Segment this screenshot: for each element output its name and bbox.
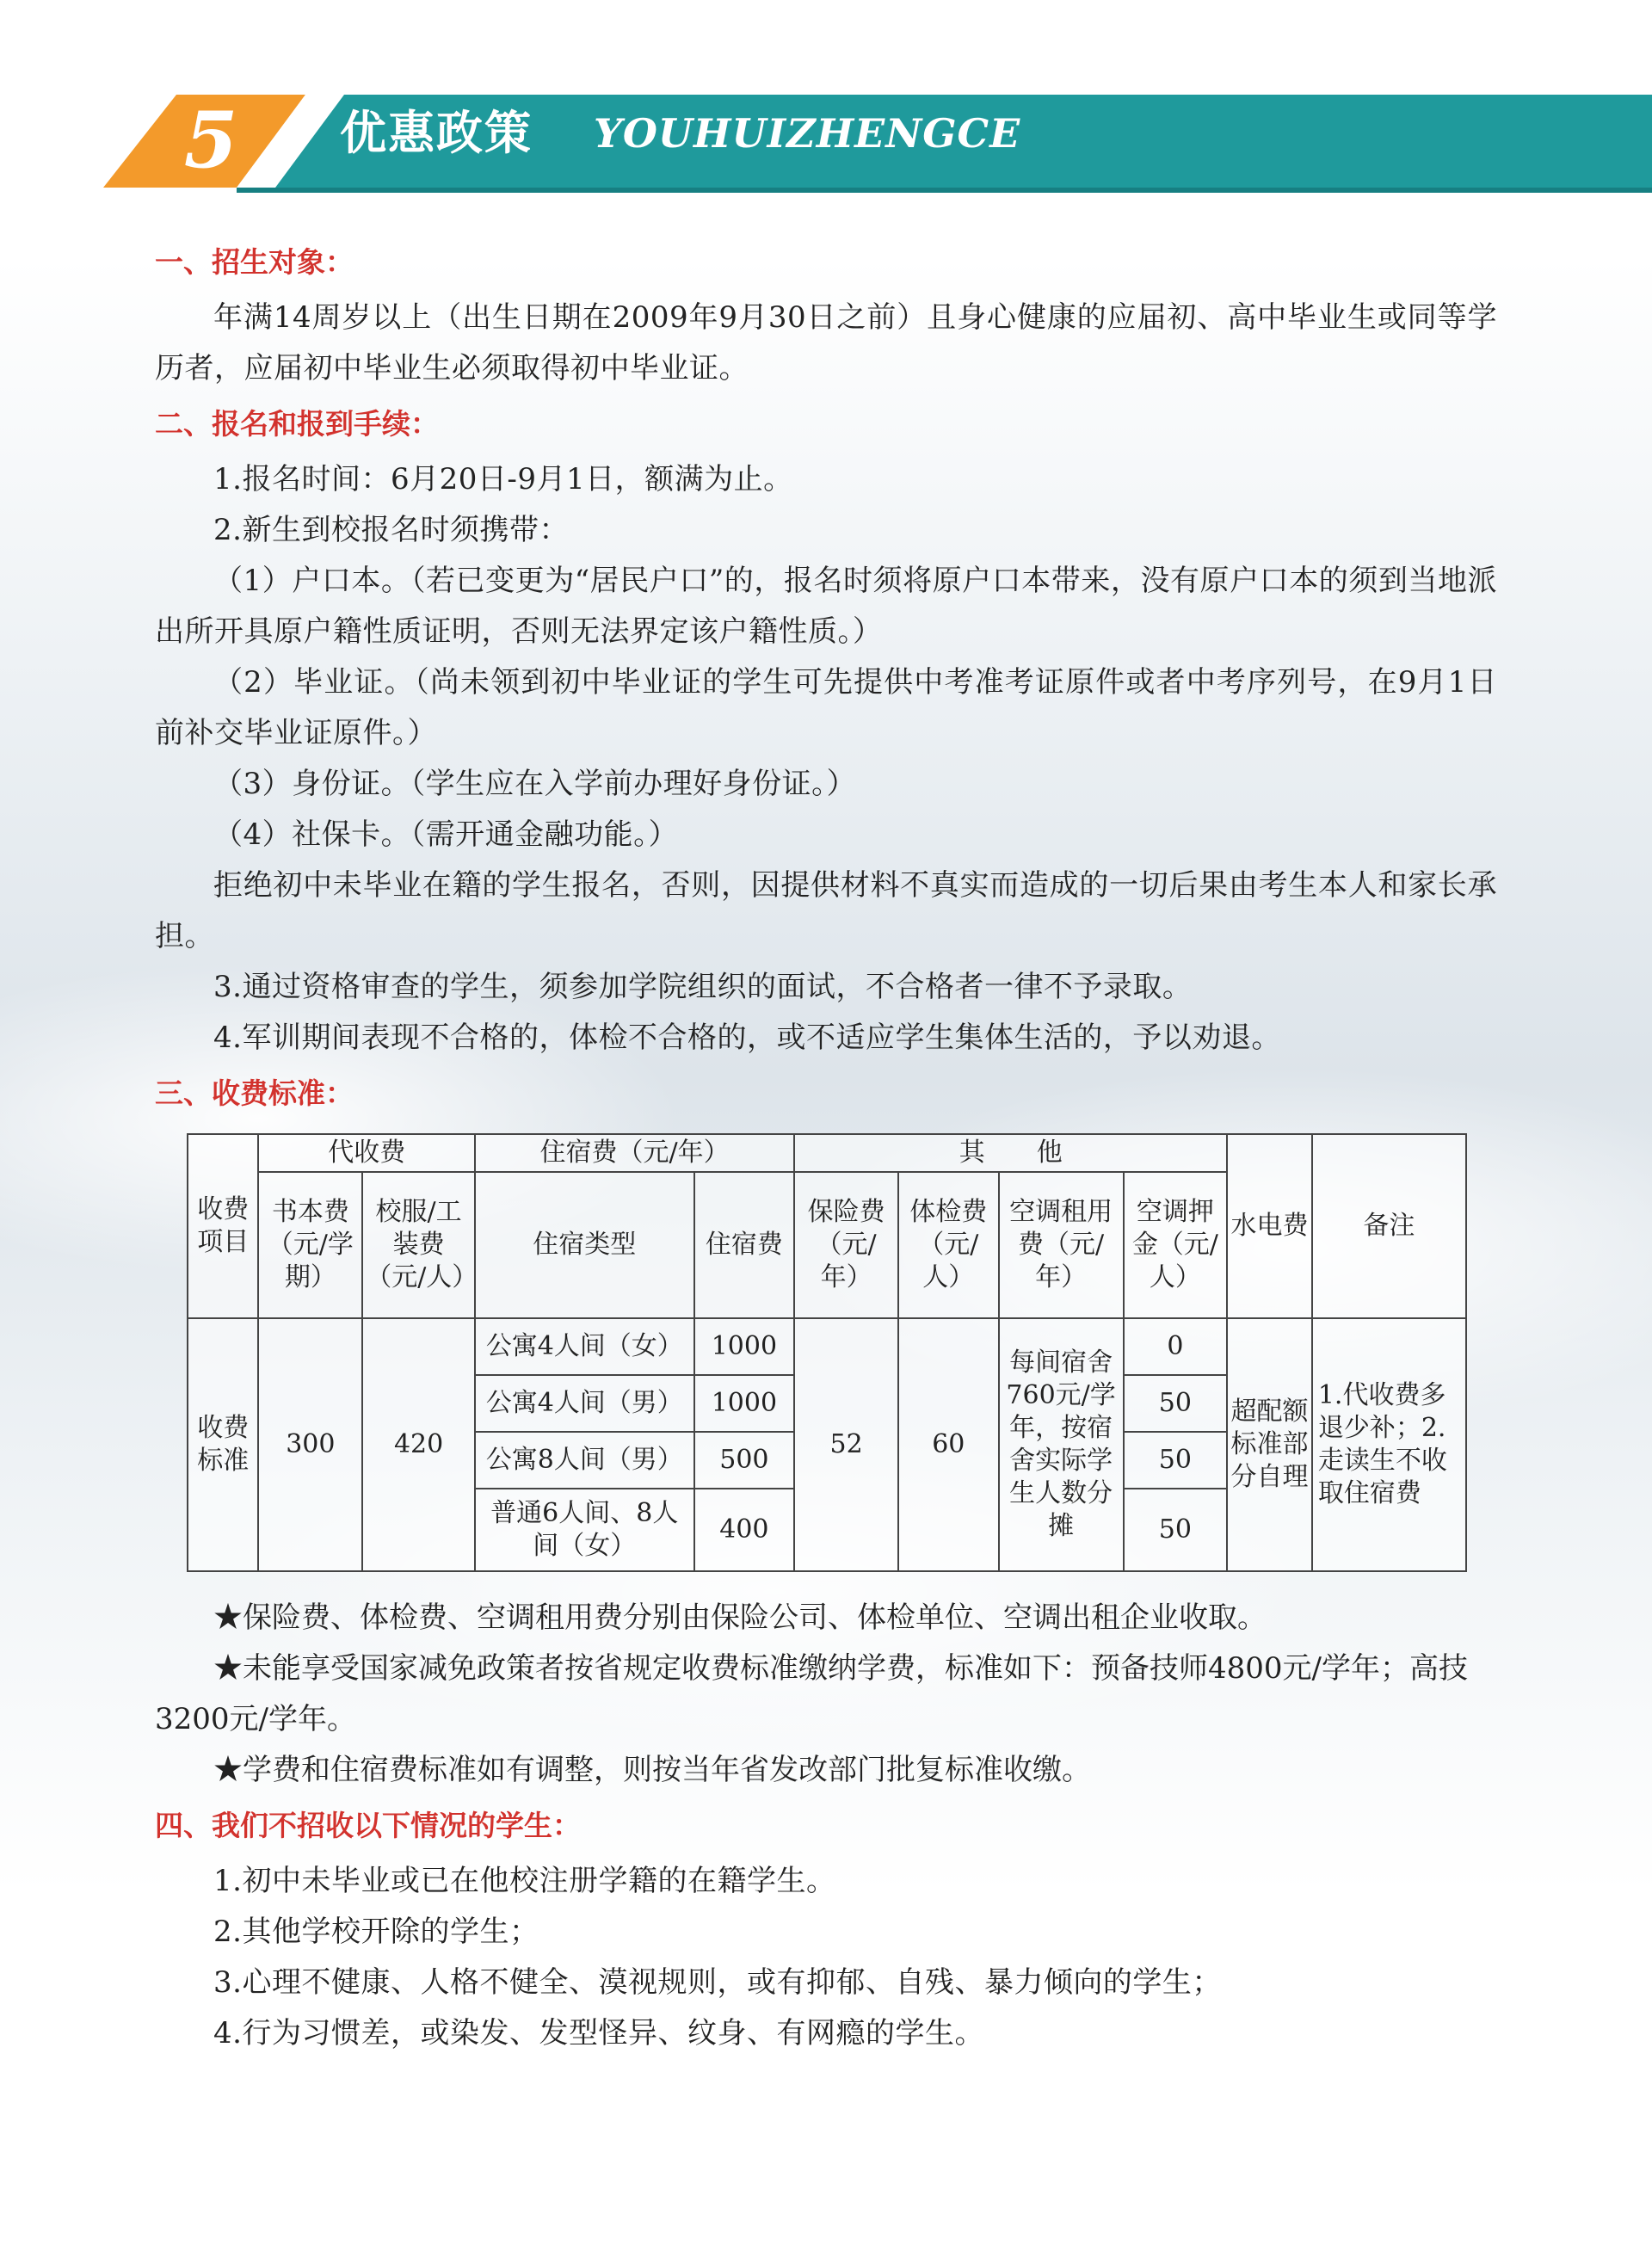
table-header-cell: 住宿类型: [475, 1172, 694, 1318]
table-header-cell: 体检费（元/人）: [898, 1172, 999, 1318]
table-cell: 每间宿舍760元/学年，按宿舍实际学生人数分摊: [999, 1318, 1124, 1571]
chapter-title: 优惠政策: [340, 106, 533, 160]
section-heading-2: 二、报名和报到手续：: [155, 407, 439, 441]
table-cell: 1000: [694, 1318, 795, 1375]
table-header-cell: 收费项目: [188, 1134, 258, 1318]
table-cell: 公寓8人间（男）: [475, 1432, 694, 1489]
table-header-cell: 校服/工装费（元/人）: [362, 1172, 475, 1318]
table-header-cell: 书本费（元/学期）: [258, 1172, 362, 1318]
chapter-number: 5: [183, 95, 238, 186]
table-cell: 超配额标准部分自理: [1227, 1318, 1312, 1571]
paragraph: 4.军训期间表现不合格的，体检不合格的，或不适应学生集体生活的，予以劝退。: [213, 1021, 1281, 1056]
section-heading-3: 三、收费标准：: [155, 1076, 354, 1111]
paragraph: 1.报名时间：6月20日-9月1日，额满为止。: [213, 462, 793, 497]
table-cell: 50: [1124, 1489, 1228, 1571]
note: ★保险费、体检费、空调租用费分别由保险公司、体检单位、空调出租企业收取。: [213, 1600, 1267, 1635]
table-cell: 公寓4人间（女）: [475, 1318, 694, 1375]
table-cell: 0: [1124, 1318, 1228, 1375]
table-header-cell: 住宿费（元/年）: [475, 1134, 794, 1172]
table-header-cell: 保险费（元/年）: [794, 1172, 898, 1318]
document-body: [155, 232, 1497, 2059]
table-cell: 50: [1124, 1432, 1228, 1489]
note: ★未能享受国家减免政策者按省规定收费标准缴纳学费，标准如下：预备技师4800元/学年；高技3200元/学年。: [155, 1650, 1468, 1736]
table-cell: 普通6人间、8人间（女）: [475, 1489, 694, 1571]
section-heading-1: 一、招生对象：: [155, 245, 354, 279]
paragraph: （2）毕业证。（尚未领到初中毕业证的学生可先提供中考准考证原件或者中考序列号，在9月1日前补交毕业证原件。）: [155, 665, 1497, 751]
table-header-row: [188, 1134, 1466, 1172]
paragraph: 4.行为习惯差，或染发、发型怪异、纹身、有网瘾的学生。: [213, 2015, 984, 2050]
paragraph: 2.新生到校报名时须携带：: [213, 513, 569, 548]
section-heading-4: 四、我们不招收以下情况的学生：: [155, 1808, 581, 1842]
table-header-cell: 住宿费: [694, 1172, 795, 1318]
paragraph: 拒绝初中未毕业在籍的学生报名，否则，因提供材料不真实而造成的一切后果由考生本人和家长承担。: [155, 868, 1497, 954]
paragraph: （1）户口本。（若已变更为“居民户口”的，报名时须将原户口本带来，没有原户口本的须到当地派出所开具原户籍性质证明，否则无法界定该户籍性质。）: [155, 564, 1497, 650]
table-cell: 收费标准: [188, 1318, 258, 1571]
paragraph: （4）社保卡。（需开通金融功能。）: [213, 817, 679, 853]
table-header-cell: 其 他: [794, 1134, 1227, 1172]
fee-table: [187, 1133, 1467, 1572]
table-cell: 500: [694, 1432, 795, 1489]
paragraph: 年满14周岁以上（出生日期在2009年9月30日之前）且身心健康的应届初、高中毕业生或同等学历者，应届初中毕业生必须取得初中毕业证。: [155, 300, 1497, 386]
table-cell: 1000: [694, 1375, 795, 1432]
table-header-cell: 备注: [1312, 1134, 1466, 1318]
paragraph: 2.其他学校开除的学生；: [213, 1914, 539, 1949]
table-header-cell: 空调租用费（元/年）: [999, 1172, 1124, 1318]
table-cell: 52: [794, 1318, 898, 1571]
note: ★学费和住宿费标准如有调整，则按当年省发改部门批复标准收缴。: [213, 1752, 1091, 1787]
paragraph: （3）身份证。（学生应在入学前办理好身份证。）: [213, 767, 857, 802]
table-cell: 60: [898, 1318, 999, 1571]
paragraph: 3.通过资格审查的学生，须参加学院组织的面试，不合格者一律不予录取。: [213, 970, 1193, 1005]
paragraph: 1.初中未毕业或已在他校注册学籍的在籍学生。: [213, 1863, 836, 1898]
page-header-banner: [0, 0, 1652, 198]
table-header-cell: 空调押金（元/人）: [1124, 1172, 1228, 1318]
table-cell: 公寓4人间（男）: [475, 1375, 694, 1432]
paragraph: 3.心理不健康、人格不健全、漠视规则，或有抑郁、自残、暴力倾向的学生；: [213, 1964, 1222, 2000]
table-row: [188, 1318, 1466, 1375]
table-cell: 50: [1124, 1375, 1228, 1432]
table-header-cell: 代收费: [258, 1134, 475, 1172]
table-header-cell: 水电费: [1227, 1134, 1312, 1318]
chapter-subtitle: YOUHUIZHENGCE: [594, 110, 1021, 157]
table-cell: 420: [362, 1318, 475, 1571]
table-cell: 400: [694, 1489, 795, 1571]
table-cell: 1.代收费多退少补；2.走读生不收取住宿费: [1312, 1318, 1466, 1571]
table-cell: 300: [258, 1318, 362, 1571]
